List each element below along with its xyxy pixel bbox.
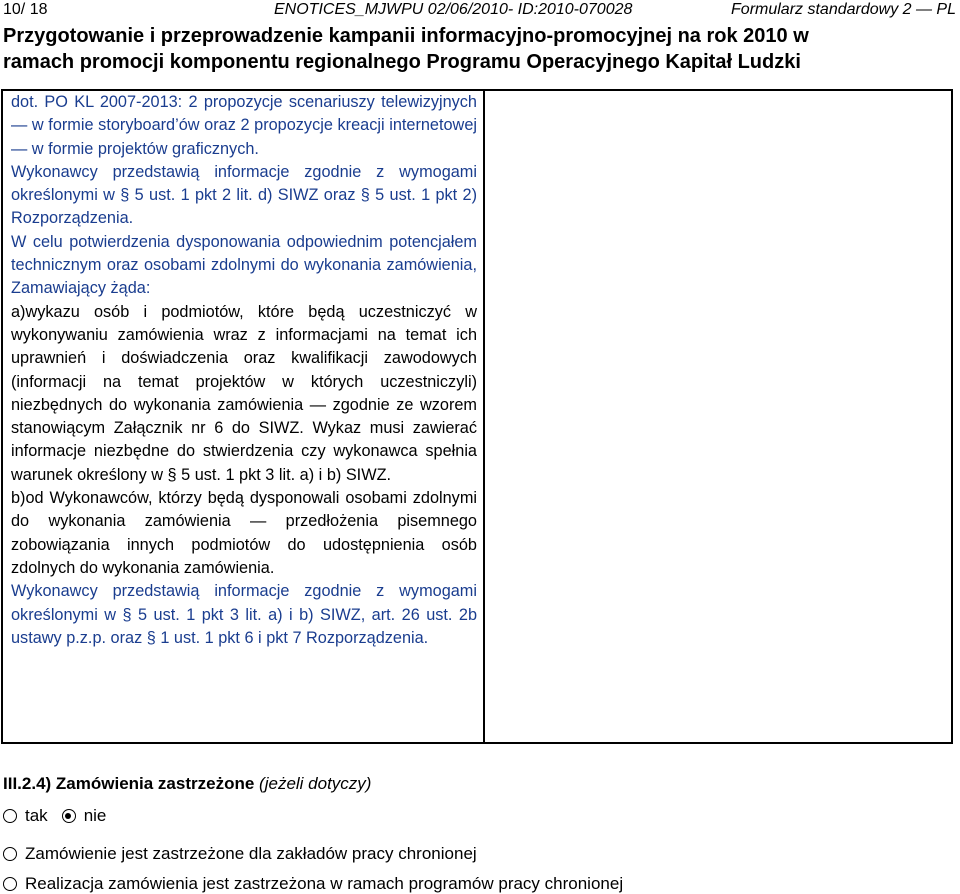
document-title [3, 23, 953, 75]
section-heading [3, 774, 371, 794]
radio-option-1-label: Zamówienie jest zastrzeżone dla zakładów pracy chronionej [25, 844, 477, 863]
paragraph-item-b: b)od Wykonawców, którzy będą dysponowali osobami zdolnymi do wykonania zamówienia — przedłożenia pisemnego zobowiązania innych podmiotów do udostępnienia osób zdolnych do wykonania zamówienia. [11, 489, 477, 577]
requirements-table [1, 89, 953, 744]
requirements-text [11, 91, 477, 650]
reserved-option-2 [3, 874, 623, 894]
section-title: III.2.4) Zamówienia zastrzeżone [3, 774, 255, 793]
radio-nie[interactable] [62, 809, 76, 823]
reserved-yes-no [3, 806, 106, 826]
title-line-2: ramach promocji komponentu regionalnego Programu Operacyjnego Kapitał Ludzki [3, 51, 801, 73]
radio-nie-label: nie [83, 806, 107, 825]
radio-option-1[interactable] [3, 847, 17, 861]
paragraph-item-a: a)wykazu osób i podmiotów, które będą uczestniczyć w wykonywaniu zamówienia wraz z informacjami na temat ich uprawnień i doświadczenia oraz kwalifikacji zawodowych (informacji na temat projektów w których uczestniczyli) niezbędnych do wykonania zamówienia — zgodnie ze wzorem stanowiącym Załącznik nr 6 do SIWZ. Wykaz musi zawierać informacje niezbędne do stwierdzenia czy wykonawca spełnia warunek określony w § 5 ust. 1 pkt 3 lit. a) i b) SIWZ. [11, 302, 477, 484]
form-name: Formularz standardowy 2 — PL [731, 1, 956, 18]
page-number: 10/ 18 [3, 1, 48, 18]
paragraph-intro: W celu potwierdzenia dysponowania odpowiednim potencjałem technicznym oraz osobami zdolnymi do wykonania zamówienia, Zamawiający żąda: [11, 232, 477, 298]
paragraph-reference-2: Wykonawcy przedstawią informacje zgodnie z wymogami określonymi w § 5 ust. 1 pkt 3 lit. a) i b) SIWZ, art. 26 ust. 2b ustawy p.z.p. oraz § 1 ust. 1 pkt 6 i pkt 7 Rozporządzenia. [11, 582, 477, 647]
radio-tak[interactable] [3, 809, 17, 823]
reserved-option-1 [3, 844, 477, 864]
radio-option-2-label: Realizacja zamówienia jest zastrzeżona w ramach programów pracy chronionej [25, 874, 624, 893]
radio-tak-label: tak [25, 806, 48, 825]
radio-option-2[interactable] [3, 877, 17, 891]
notice-id: ENOTICES_MJWPU 02/06/2010- ID:2010-070028 [274, 1, 633, 18]
page-header [0, 0, 960, 20]
section-note: (jeżeli dotyczy) [259, 774, 372, 793]
title-line-1: Przygotowanie i przeprowadzenie kampanii informacyjno-promocyjnej na rok 2010 w [3, 25, 809, 47]
paragraph-reference-1: Wykonawcy przedstawią informacje zgodnie z wymogami określonymi w § 5 ust. 1 pkt 2 lit. d) SIWZ oraz § 5 ust. 1 pkt 2) Rozporządzenia. [11, 162, 477, 228]
column-divider [483, 89, 485, 744]
paragraph-scope: dot. PO KL 2007-2013: 2 propozycje scenariuszy telewizyjnych — w formie storyboard’ów oraz 2 propozycje kreacji internetowej — w formie projektów graficznych. [11, 93, 477, 158]
